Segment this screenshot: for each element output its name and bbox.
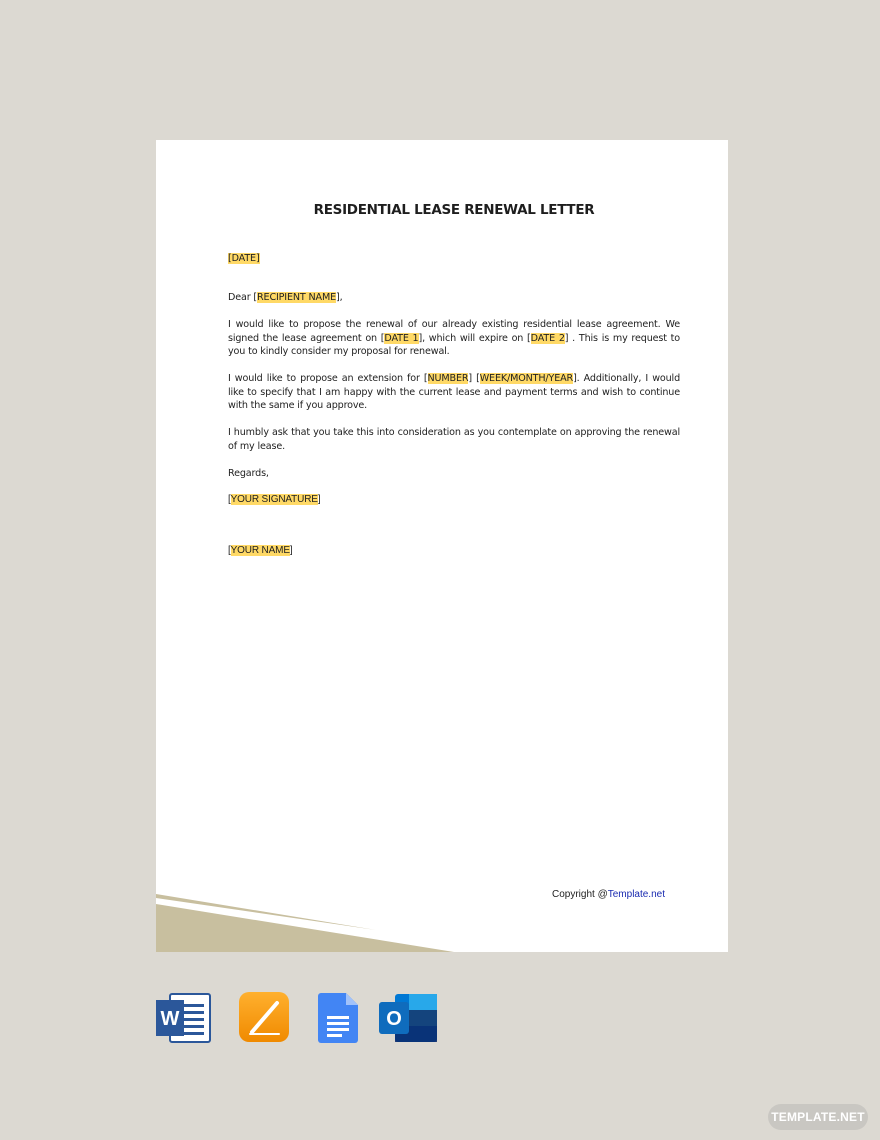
pages-app-button[interactable] [239, 992, 299, 1044]
template-net-watermark: TEMPLATE.NET [768, 1104, 868, 1130]
date2-placeholder: DATE 2 [530, 332, 565, 344]
name-line: [YOUR NAME] [228, 545, 293, 556]
letter-page [156, 140, 728, 952]
name-placeholder: YOUR NAME [230, 545, 290, 556]
letter-title: RESIDENTIAL LEASE RENEWAL LETTER [313, 202, 595, 218]
date-placeholder: DATE [231, 253, 256, 264]
recipient-placeholder: RECIPIENT NAME [257, 292, 337, 303]
copyright: Copyright @Template.net [552, 889, 665, 900]
date1-placeholder: DATE 1 [384, 332, 419, 344]
outlook-icon [379, 992, 439, 1044]
closing: Regards, [228, 468, 269, 479]
signature-line: [YOUR SIGNATURE] [228, 494, 321, 505]
pages-icon [239, 992, 291, 1044]
number-placeholder: NUMBER [427, 373, 469, 384]
paragraph-3: I humbly ask that you take this into consideration as you contemplate on approving the renewal of my lease. [228, 427, 680, 452]
google-docs-icon [318, 992, 360, 1044]
outlook-app-button[interactable] [379, 992, 439, 1044]
google-docs-app-button[interactable] [318, 992, 378, 1044]
greeting: Dear [RECIPIENT NAME], [228, 292, 343, 303]
signature-placeholder: YOUR SIGNATURE [230, 494, 318, 505]
period-placeholder: WEEK/MONTH/YEAR [479, 373, 574, 384]
footer-decoration [156, 880, 728, 952]
paragraph-1: I would like to propose the renewal of our already existing residential lease agreement. We signed the lease agreement on [DATE 1], which will expire on [DATE 2] . This is my request to you to kindly consider my proposal for renewal. [228, 319, 680, 358]
word-app-button[interactable] [156, 992, 216, 1044]
copyright-link[interactable]: Template.net [607, 889, 665, 900]
svg-text:W: W [160, 1008, 180, 1030]
date-line: [DATE] [228, 253, 260, 264]
paragraph-2: I would like to propose an extension for [NUMBER] [WEEK/MONTH/YEAR]. Additionally, I would like to specify that I am happy with the current lease and payment terms and wish to continue with the same if you approve. [228, 373, 681, 412]
svg-text:O: O [386, 1008, 402, 1030]
word-icon [156, 992, 212, 1044]
